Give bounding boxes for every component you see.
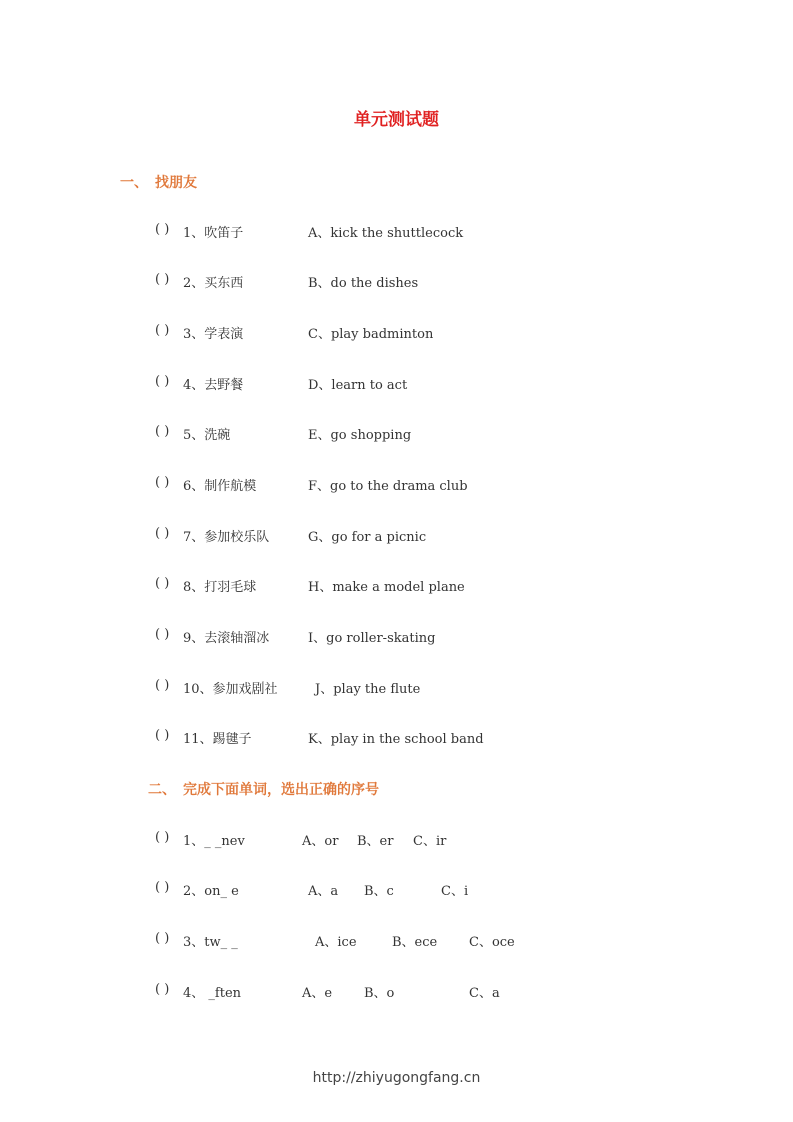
question-text: 1、吹笛子: [183, 226, 244, 241]
option-text: K、play in the school band: [308, 732, 484, 747]
option-text: E、go shopping: [308, 428, 412, 443]
option-b: B、ece: [392, 935, 438, 950]
option-a: A、or: [302, 834, 339, 849]
question-text: 11、踢毽子: [183, 732, 252, 747]
answer-blank: ( ): [155, 880, 170, 895]
question-text: 7、参加校乐队: [183, 530, 270, 545]
question-text: 2、买东西: [183, 276, 244, 291]
answer-blank: ( ): [155, 931, 170, 946]
question-text: 1、_ _nev: [183, 834, 245, 849]
option-c: C、i: [441, 884, 469, 899]
option-c: C、oce: [469, 935, 515, 950]
section-1-heading: 找朋友: [155, 175, 197, 191]
answer-blank: ( ): [155, 627, 170, 642]
answer-blank: ( ): [155, 424, 170, 439]
answer-blank: ( ): [155, 475, 170, 490]
option-text: G、go for a picnic: [308, 530, 427, 545]
question-text: 4、 _ften: [183, 986, 242, 1001]
question-text: 10、参加戏剧社: [183, 682, 278, 697]
option-text: I、go roller-skating: [308, 631, 436, 646]
question-text: 3、学表演: [183, 327, 244, 342]
option-text: A、kick the shuttlecock: [308, 226, 464, 241]
answer-blank: ( ): [155, 222, 170, 237]
option-a: A、a: [308, 884, 339, 899]
answer-blank: ( ): [155, 576, 170, 591]
answer-blank: ( ): [155, 526, 170, 541]
option-text: H、make a model plane: [308, 580, 465, 595]
option-text: J、play the flute: [315, 682, 421, 697]
answer-blank: ( ): [155, 830, 170, 845]
option-text: B、do the dishes: [308, 276, 419, 291]
section-2-heading: 完成下面单词，选出正确的序号: [183, 782, 379, 798]
option-text: F、go to the drama club: [308, 479, 468, 494]
question-text: 4、去野餐: [183, 378, 244, 393]
section-2-heading-number: 二、: [148, 782, 176, 798]
question-text: 9、去滚轴溜冰: [183, 631, 270, 646]
question-text: 3、tw_ _: [183, 935, 238, 950]
answer-blank: ( ): [155, 272, 170, 287]
answer-blank: ( ): [155, 678, 170, 693]
option-text: D、learn to act: [308, 378, 408, 393]
option-text: C、play badminton: [308, 327, 434, 342]
answer-blank: ( ): [155, 982, 170, 997]
option-b: B、o: [364, 986, 395, 1001]
option-b: B、c: [364, 884, 394, 899]
answer-blank: ( ): [155, 728, 170, 743]
option-a: A、e: [302, 986, 333, 1001]
section-1-heading-number: 一、: [120, 175, 148, 191]
footer-url: http://zhiyugongfang.cn: [312, 1070, 481, 1086]
option-a: A、ice: [315, 935, 357, 950]
option-c: C、a: [469, 986, 500, 1001]
question-text: 8、打羽毛球: [183, 580, 257, 595]
option-c: C、ir: [413, 834, 447, 849]
page-title: 单元测试题: [354, 110, 439, 130]
question-text: 6、制作航模: [183, 479, 257, 494]
question-text: 2、on_ e: [183, 884, 239, 899]
answer-blank: ( ): [155, 374, 170, 389]
option-b: B、er: [357, 834, 394, 849]
answer-blank: ( ): [155, 323, 170, 338]
question-text: 5、洗碗: [183, 428, 231, 443]
